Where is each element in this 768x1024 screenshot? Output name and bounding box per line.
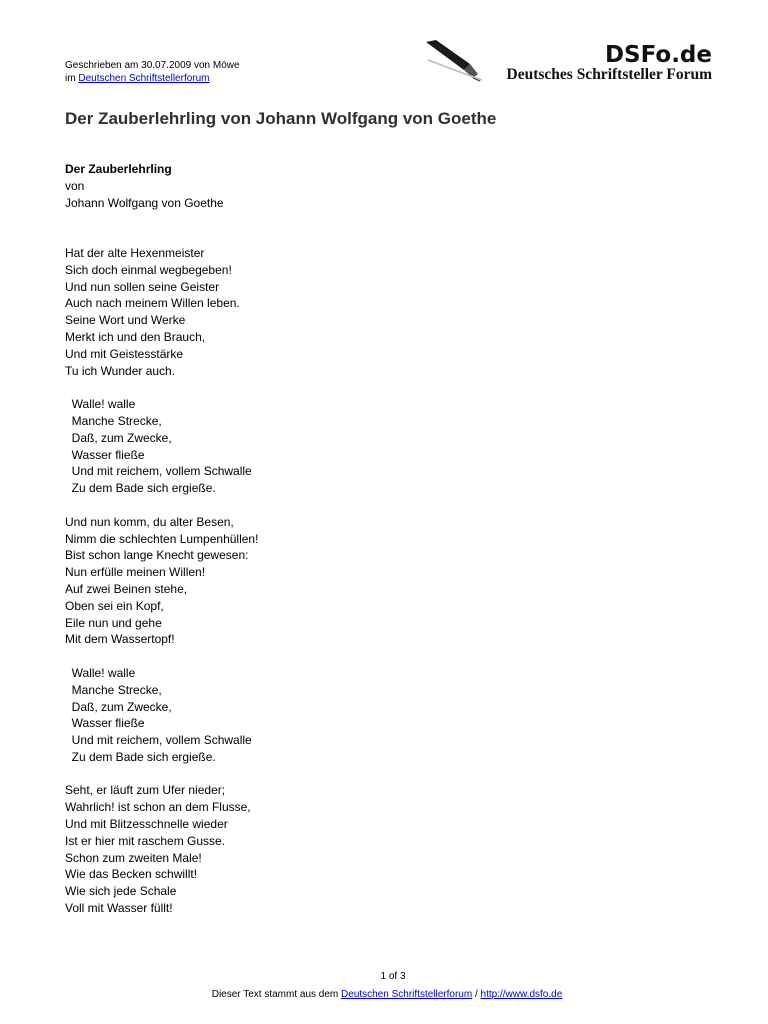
- poem-line: Ist er hier mit raschem Gusse.: [65, 833, 226, 848]
- poem-line: Daß, zum Zwecke,: [65, 699, 172, 714]
- poem-line: Nimm die schlechten Lumpenhüllen!: [65, 531, 259, 546]
- poem-line: Zu dem Bade sich ergieße.: [65, 749, 216, 764]
- written-by-line: Geschrieben am 30.07.2009 von Möwe: [65, 60, 240, 71]
- poem-line: Wie das Becken schwillt!: [65, 867, 198, 882]
- poem-line: Wahrlich! ist schon an dem Flusse,: [65, 800, 251, 815]
- poem-text: [65, 161, 258, 917]
- page-number: 1 of 3: [380, 971, 406, 982]
- forum-link[interactable]: Deutschen Schriftstellerforum: [78, 73, 210, 84]
- poem-line: Auch nach meinem Willen leben.: [65, 296, 240, 311]
- site-logo: [424, 40, 724, 90]
- poem-line: Und mit Blitzesschnelle wieder: [65, 817, 228, 832]
- poem-line: Auf zwei Beinen stehe,: [65, 581, 188, 596]
- poem-line: Merkt ich und den Brauch,: [65, 329, 206, 344]
- poem-line: [65, 497, 258, 514]
- poem-line: Manche Strecke,: [65, 682, 162, 697]
- poem-line: Der Zauberlehrling: [65, 162, 172, 176]
- poem-line: Tu ich Wunder auch.: [65, 363, 176, 378]
- poem-line: Sich doch einmal wegbegeben!: [65, 262, 232, 277]
- poem-line: Schon zum zweiten Male!: [65, 850, 202, 865]
- poem-line: Oben sei ein Kopf,: [65, 598, 164, 613]
- poem-line: Eile nun und gehe: [65, 615, 162, 630]
- poem-line: [65, 648, 258, 665]
- poem-line: Daß, zum Zwecke,: [65, 430, 172, 445]
- poem-line: Zu dem Bade sich ergieße.: [65, 481, 216, 496]
- poem-line: [65, 228, 258, 245]
- poem-line: Und nun sollen seine Geister: [65, 279, 220, 294]
- poem-line: Wie sich jede Schale: [65, 884, 177, 899]
- footer-prefix: Dieser Text stammt aus dem: [211, 989, 342, 1000]
- poem-line: von: [65, 178, 85, 193]
- forum-line: [65, 72, 240, 85]
- footer-url-link[interactable]: http://www.dsfo.de: [480, 989, 563, 1000]
- footer-forum-link[interactable]: Deutschen Schriftstellerforum: [341, 989, 473, 1000]
- footer-separator: /: [472, 989, 481, 1000]
- poem-line: Und mit Geistesstärke: [65, 346, 184, 361]
- poem-line: Johann Wolfgang von Goethe: [65, 195, 224, 210]
- poem-line: [65, 211, 258, 228]
- logo-subtitle: Deutsches Schriftsteller Forum: [506, 66, 712, 83]
- poem-line: Und mit reichem, vollem Schwalle: [65, 733, 252, 748]
- poem-line: Wasser fließe: [65, 447, 145, 462]
- poem-line: Wasser fließe: [65, 716, 145, 731]
- poem-line: [65, 379, 258, 396]
- page-footer: [0, 989, 768, 1000]
- poem-line: Nun erfülle meinen Willen!: [65, 565, 206, 580]
- poem-line: Manche Strecke,: [65, 413, 162, 428]
- poem-line: [65, 766, 258, 783]
- poem-line: Seine Wort und Werke: [65, 313, 186, 328]
- poem-line: Bist schon lange Knecht gewesen:: [65, 548, 249, 563]
- forum-prefix: im: [65, 73, 79, 84]
- poem-line: Walle! walle: [65, 397, 136, 412]
- poem-line: Hat der alte Hexenmeister: [65, 245, 205, 260]
- poem-line: Und nun komm, du alter Besen,: [65, 514, 234, 529]
- page-title: Der Zauberlehrling von Johann Wolfgang von Goethe: [65, 109, 497, 128]
- article-meta: [65, 59, 240, 85]
- poem-line: Voll mit Wasser füllt!: [65, 901, 173, 916]
- poem-line: Mit dem Wassertopf!: [65, 632, 175, 647]
- poem-line: Seht, er läuft zum Ufer nieder;: [65, 783, 226, 798]
- fountain-pen-icon: [424, 40, 484, 82]
- poem-line: Und mit reichem, vollem Schwalle: [65, 464, 252, 479]
- poem-line: Walle! walle: [65, 665, 136, 680]
- logo-brand: DSFo.de: [604, 42, 712, 68]
